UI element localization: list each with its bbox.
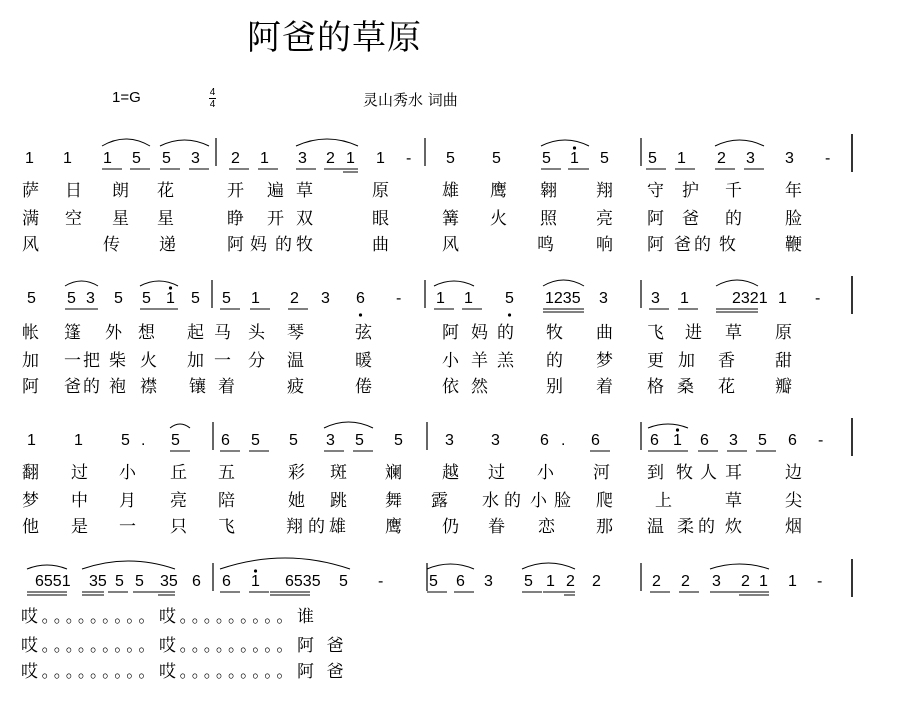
lyric-char: 加 (187, 351, 204, 371)
jianpu-note: 1 (680, 290, 689, 307)
slur (648, 424, 688, 428)
lyric-char: 露 (431, 491, 448, 511)
jianpu-note: 1 (759, 573, 768, 590)
lyric-char: 星 (157, 209, 174, 229)
jianpu-note: 35 (160, 573, 178, 590)
jianpu-note: 1 (25, 150, 34, 167)
lyric-char: 牧 (546, 323, 563, 343)
jianpu-note: 2 (717, 150, 726, 167)
jianpu-note: 3 (651, 290, 660, 307)
lyric-char: 眼 (372, 209, 389, 229)
jianpu-note: 5 (191, 290, 200, 307)
lyric-char: 鹰 (385, 517, 402, 537)
lyric-char: 五 (218, 463, 235, 483)
lyric-char: 睁 (227, 209, 244, 229)
lyric-char: 阿 (442, 323, 459, 343)
lyric-char: 千 (725, 181, 742, 201)
jianpu-note: 6 (788, 432, 797, 449)
lyric-char: 耳 (725, 463, 742, 483)
lyric-char: 翔 (286, 517, 303, 537)
lyric-char: 翔 (596, 181, 613, 201)
jianpu-note: 5 (132, 150, 141, 167)
lyric-char: 的 (83, 377, 100, 397)
jianpu-note: 6535 (285, 573, 321, 590)
lyric-char: 鸣 (537, 235, 554, 255)
jianpu-note: 3 (712, 573, 721, 590)
jianpu-note: 5 (524, 573, 533, 590)
lyric-char: 飞 (218, 517, 235, 537)
jianpu-note: 5 (394, 432, 403, 449)
jianpu-note: 2 (231, 150, 240, 167)
jianpu-note: 3 (298, 150, 307, 167)
slur (324, 422, 373, 428)
lyric-char: 翱 (540, 181, 557, 201)
slur (543, 280, 584, 286)
lyric-char: 原 (775, 323, 792, 343)
lyric-char: 鹰 (490, 181, 507, 201)
lyric-char: 帐 (22, 323, 39, 343)
lyric-char: 月 (119, 491, 136, 511)
page-title: 阿爸的草原 (247, 18, 422, 58)
lyric-char: 的 (504, 491, 521, 511)
jianpu-note: 3 (484, 573, 493, 590)
lyric-char: 加 (678, 351, 695, 371)
jianpu-note: 5 (121, 432, 130, 449)
lyric-char: 香 (718, 351, 735, 371)
dash-note: - (396, 290, 402, 307)
lyric-char: 那 (596, 517, 613, 537)
lyric-char: 花 (157, 181, 174, 201)
jianpu-note: 3 (86, 290, 95, 307)
lyric-char: 翻 (22, 463, 39, 483)
jianpu-note: 5 (162, 150, 171, 167)
lyric-char: 脸 (554, 491, 571, 511)
jianpu-note: 3 (785, 150, 794, 167)
jianpu-note: 3 (191, 150, 200, 167)
lyric-char: 亮 (596, 209, 613, 229)
jianpu-note: 1 (166, 290, 175, 307)
lyric-char: 护 (682, 181, 699, 201)
key-signature: 1=G (112, 89, 141, 106)
lyric-char: 飞 (647, 323, 664, 343)
lyric-char: 恋 (538, 517, 555, 537)
lyric-char: 雄 (442, 181, 459, 201)
lyric-char: 阿 (647, 209, 664, 229)
lyric-char: 空 (65, 209, 82, 229)
lyric-char: 分 (248, 351, 265, 371)
lyric-char: 星 (112, 209, 129, 229)
lyric-char: 袍 (109, 377, 126, 397)
jianpu-note: 1 (74, 432, 83, 449)
lyric-char: 篝 (442, 209, 459, 229)
lyric-char: 羔 (497, 351, 514, 371)
lyric-char: 温 (647, 517, 664, 537)
jianpu-note: 5 (339, 573, 348, 590)
lyric-char: 加 (22, 351, 39, 371)
jianpu-note: 3 (326, 432, 335, 449)
lyric-char: 起 (187, 323, 204, 343)
lyric-char: 襟 (140, 377, 157, 397)
lyric-char: 到 (647, 463, 664, 483)
lyric-char: 仍 (442, 517, 459, 537)
lyric-char: 遍 (267, 181, 284, 201)
lyric-char: 烟 (785, 517, 802, 537)
lyric-char: 爸 (682, 209, 699, 229)
lyric-char: 边 (785, 463, 802, 483)
lyric-char: 丘 (170, 463, 187, 483)
jianpu-note: 6 (222, 573, 231, 590)
lyric-char: 过 (71, 463, 88, 483)
lyric-char: 的 (497, 323, 514, 343)
slur (522, 563, 575, 569)
lyric-char: 朗 (112, 181, 129, 201)
lyric-char: 原 (372, 181, 389, 201)
lyric-char: 亮 (170, 491, 187, 511)
lyric-char: 篷 (64, 323, 81, 343)
lyric-char: 倦 (355, 377, 372, 397)
lyric-char: 彩 (288, 463, 305, 483)
slur (716, 280, 758, 286)
jianpu-note: 5 (171, 432, 180, 449)
dash-note: - (378, 573, 384, 590)
lyric-char: 曲 (372, 235, 389, 255)
jianpu-note: 5 (135, 573, 144, 590)
lyric-char: 阿 (227, 235, 244, 255)
lyric-char: 把 (83, 351, 100, 371)
lyric-char: 过 (488, 463, 505, 483)
slur (296, 139, 358, 146)
lyric-char: 小 (119, 463, 136, 483)
jianpu-note: 5 (251, 432, 260, 449)
jianpu-note: 2 (326, 150, 335, 167)
lyric-char: 开 (227, 181, 244, 201)
jianpu-note: 1 (260, 150, 269, 167)
lyric-char: 草 (725, 323, 742, 343)
lyric-char: 开 (267, 209, 284, 229)
lyric-char: 火 (140, 351, 157, 371)
jianpu-note: 2 (566, 573, 575, 590)
lyric-char: 梦 (596, 351, 613, 371)
lyric-char: 着 (218, 377, 235, 397)
jianpu-note: 2 (290, 290, 299, 307)
lyric-char: 甜 (775, 351, 792, 371)
lyric-char: 舞 (385, 491, 402, 511)
lyric-char: 妈 (471, 323, 488, 343)
lyric-char: 草 (296, 181, 313, 201)
jianpu-note: 1 (677, 150, 686, 167)
jianpu-note: 3 (746, 150, 755, 167)
lyric-char: 斑 (330, 463, 347, 483)
low-octave-dot (359, 313, 362, 316)
lyric-char: 牧 (676, 463, 693, 483)
lyric-char: 越 (442, 463, 459, 483)
lyric-line: 哎。。。。。。。。。哎。。。。。。。。。阿 爸 (21, 636, 348, 656)
jianpu-note: 5 (222, 290, 231, 307)
lyric-char: 中 (71, 491, 88, 511)
dash-note: - (815, 290, 821, 307)
slur (427, 564, 474, 569)
slur (541, 140, 589, 146)
lyric-line: 哎。。。。。。。。。哎。。。。。。。。。谁 (21, 607, 318, 627)
lyric-char: 一 (119, 517, 136, 537)
jianpu-note: 5 (27, 290, 36, 307)
jianpu-note: 6 (591, 432, 600, 449)
jianpu-note: 1 (788, 573, 797, 590)
lyric-char: 柴 (109, 351, 126, 371)
jianpu-note: 5 (115, 573, 124, 590)
jianpu-note: 5 (142, 290, 151, 307)
lyric-char: 外 (105, 323, 122, 343)
dot-note: . (141, 432, 146, 449)
jianpu-note: 5 (429, 573, 438, 590)
lyric-char: 更 (647, 351, 664, 371)
lyric-char: 守 (647, 181, 664, 201)
lyric-char: 日 (65, 181, 82, 201)
lyric-char: 传 (103, 235, 120, 255)
jianpu-note: 5 (446, 150, 455, 167)
lyric-char: 琴 (287, 323, 304, 343)
lyric-char: 响 (596, 235, 613, 255)
lyric-char: 尖 (785, 491, 802, 511)
lyric-char: 进 (685, 323, 702, 343)
jianpu-note: 5 (114, 290, 123, 307)
lyric-char: 年 (785, 181, 802, 201)
lyric-char: 小 (442, 351, 459, 371)
jianpu-note: 1 (673, 432, 682, 449)
jianpu-note: 6 (700, 432, 709, 449)
jianpu-note: 6 (221, 432, 230, 449)
lyric-char: 的 (546, 351, 563, 371)
jianpu-note: 5 (542, 150, 551, 167)
slur (65, 281, 98, 286)
jianpu-note: 1 (570, 150, 579, 167)
jianpu-note: 6 (456, 573, 465, 590)
lyric-char: 牧 (719, 235, 736, 255)
lyric-char: 跳 (330, 491, 347, 511)
lyric-char: 一 (64, 351, 81, 371)
lyric-char: 水 (482, 491, 499, 511)
dash-note: - (818, 432, 824, 449)
lyric-char: 人 (700, 463, 717, 483)
lyric-char: 小 (530, 491, 547, 511)
lyric-char: 脸 (785, 209, 802, 229)
jianpu-note: 6551 (35, 573, 71, 590)
jianpu-note: 2 (592, 573, 601, 590)
jianpu-note: 1 (251, 573, 260, 590)
lyric-char: 是 (71, 517, 88, 537)
lyric-char: 花 (718, 377, 735, 397)
jianpu-note: 5 (67, 290, 76, 307)
jianpu-note: 2 (681, 573, 690, 590)
jianpu-note: 5 (505, 290, 514, 307)
lyric-char: 雄 (329, 517, 346, 537)
jianpu-note: 1 (436, 290, 445, 307)
lyric-char: 一 (214, 351, 231, 371)
time-signature-top: 4 (209, 87, 216, 98)
lyric-char: 曲 (596, 323, 613, 343)
lyric-char: 想 (138, 323, 155, 343)
lyric-char: 暖 (355, 351, 372, 371)
lyric-char: 爸 (674, 235, 691, 255)
lyric-char: 的 (308, 517, 325, 537)
lyric-char: 炊 (725, 517, 742, 537)
lyric-char: 然 (471, 377, 488, 397)
jianpu-note: 1 (546, 573, 555, 590)
jianpu-note: 3 (321, 290, 330, 307)
lyric-char: 牧 (296, 235, 313, 255)
lyric-char: 草 (725, 491, 742, 511)
lyric-char: 风 (442, 235, 459, 255)
jianpu-note: 6 (356, 290, 365, 307)
lyric-char: 依 (442, 377, 459, 397)
lyric-char: 风 (22, 235, 39, 255)
lyric-char: 阿 (647, 235, 664, 255)
lyric-char: 鞭 (785, 235, 802, 255)
lyric-char: 陪 (218, 491, 235, 511)
lyric-char: 头 (248, 323, 265, 343)
jianpu-note: 6 (650, 432, 659, 449)
jianpu-note: 1 (27, 432, 36, 449)
jianpu-note: 3 (599, 290, 608, 307)
slur (715, 140, 764, 146)
lyric-char: 他 (22, 517, 39, 537)
jianpu-note: 1 (63, 150, 72, 167)
lyric-char: 别 (546, 377, 563, 397)
lyric-char: 眷 (488, 517, 505, 537)
lyric-char: 小 (537, 463, 554, 483)
lyric-char: 的 (698, 517, 715, 537)
jianpu-note: 1 (103, 150, 112, 167)
jianpu-note: 1235 (545, 290, 581, 307)
jianpu-note: 5 (758, 432, 767, 449)
lyric-char: 温 (287, 351, 304, 371)
jianpu-note: 5 (648, 150, 657, 167)
lyric-char: 妈 (250, 235, 267, 255)
dash-note: - (825, 150, 831, 167)
lyric-char: 柔 (677, 517, 694, 537)
slur (27, 565, 67, 569)
lyric-char: 的 (694, 235, 711, 255)
jianpu-note: 5 (355, 432, 364, 449)
lyric-char: 梦 (22, 491, 39, 511)
slur (82, 561, 175, 569)
jianpu-note: 1 (346, 150, 355, 167)
lyric-char: 火 (490, 209, 507, 229)
lyric-char: 疲 (287, 377, 304, 397)
lyric-char: 她 (288, 491, 305, 511)
lyric-char: 只 (170, 517, 187, 537)
jianpu-note: 2 (741, 573, 750, 590)
author-credit: 灵山秀水 词曲 (363, 91, 458, 109)
jianpu-note: 1 (376, 150, 385, 167)
lyric-char: 河 (593, 463, 610, 483)
dot-note: . (561, 432, 566, 449)
lyric-char: 弦 (355, 323, 372, 343)
jianpu-note: 5 (289, 432, 298, 449)
jianpu-note: 1 (251, 290, 260, 307)
lyric-char: 爬 (596, 491, 613, 511)
slur (220, 558, 350, 569)
jianpu-note: 1 (778, 290, 787, 307)
lyric-char: 萨 (22, 181, 39, 201)
lyric-char: 镶 (189, 377, 206, 397)
jianpu-note: 6 (192, 573, 201, 590)
jianpu-note: 3 (491, 432, 500, 449)
jianpu-note: 5 (492, 150, 501, 167)
slur (102, 139, 150, 146)
slur (170, 424, 190, 428)
slur (710, 564, 769, 569)
slur (434, 281, 474, 286)
jianpu-note: 2 (652, 573, 661, 590)
jianpu-note: 35 (89, 573, 107, 590)
lyric-char: 照 (540, 209, 557, 229)
slur (140, 281, 178, 286)
lyric-char: 瓣 (775, 377, 792, 397)
time-signature-bottom: 4 (209, 99, 216, 110)
dash-note: - (406, 150, 412, 167)
lyric-line: 哎。。。。。。。。。哎。。。。。。。。。阿 爸 (21, 662, 348, 682)
jianpu-note: 5 (600, 150, 609, 167)
jianpu-note: 2321 (732, 290, 768, 307)
lyric-char: 双 (296, 209, 313, 229)
lyric-char: 满 (22, 209, 39, 229)
slur (160, 140, 209, 146)
lyric-char: 爸 (64, 377, 81, 397)
lyric-char: 马 (214, 323, 231, 343)
lyric-char: 格 (647, 377, 664, 397)
lyric-char: 的 (725, 209, 742, 229)
low-octave-dot (508, 313, 511, 316)
lyric-char: 羊 (471, 351, 488, 371)
jianpu-note: 1 (464, 290, 473, 307)
jianpu-note: 3 (445, 432, 454, 449)
lyric-char: 着 (596, 377, 613, 397)
lyric-char: 斓 (385, 463, 402, 483)
dash-note: - (817, 573, 823, 590)
lyric-char: 桑 (677, 377, 694, 397)
lyric-char: 阿 (22, 377, 39, 397)
lyric-char: 上 (655, 491, 672, 511)
jianpu-note: 3 (729, 432, 738, 449)
lyric-char: 的 (275, 235, 292, 255)
lyric-char: 递 (159, 235, 176, 255)
jianpu-note: 6 (540, 432, 549, 449)
